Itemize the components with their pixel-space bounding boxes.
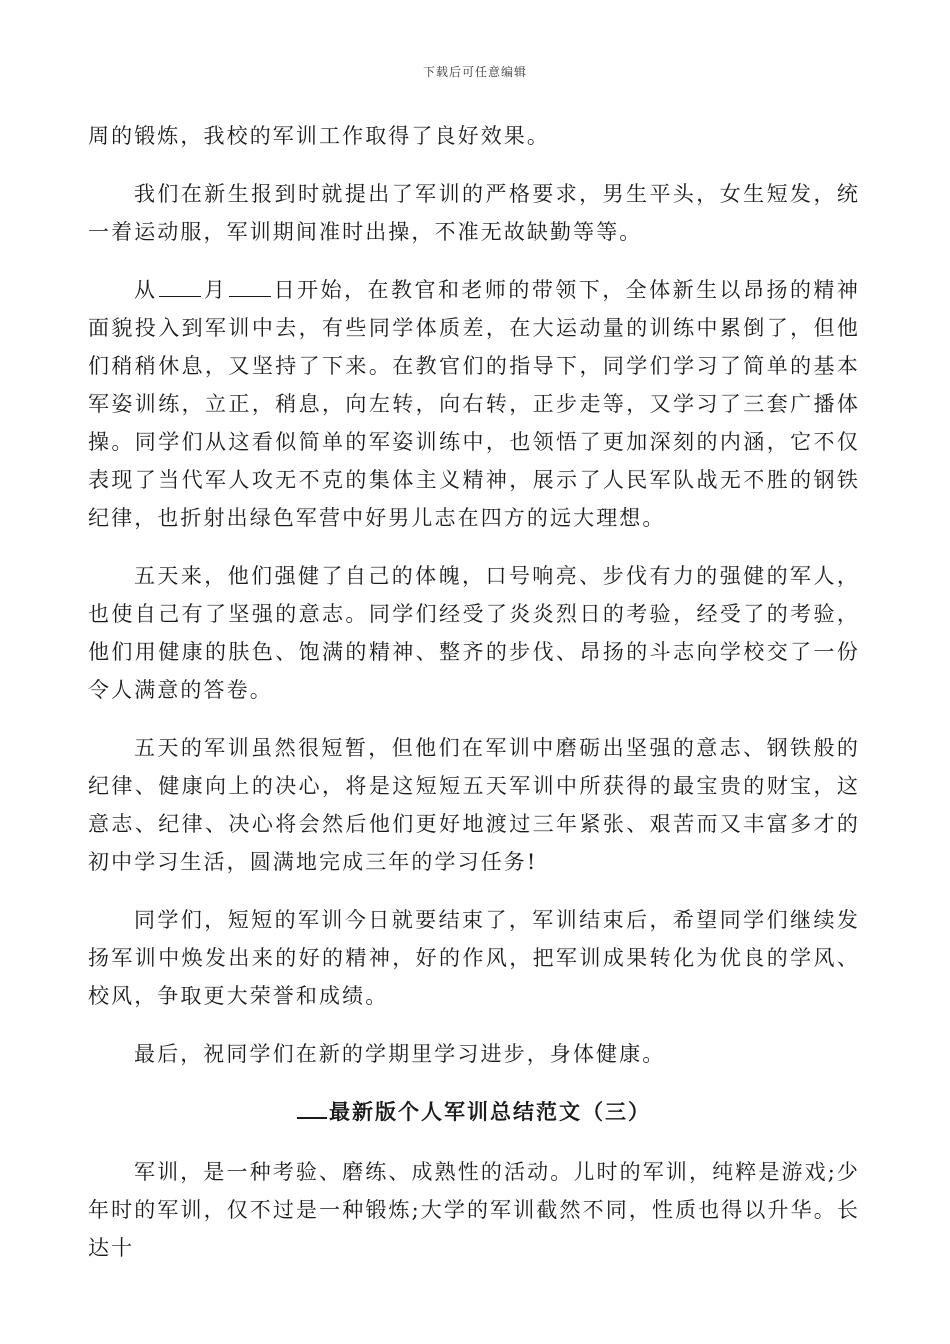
paragraph-short-training: 五天的军训虽然很短暂，但他们在军训中磨砺出坚强的意志、钢铁般的纪律、健康向上的决心，将是这短短五天军训中所获得的最宝贵的财宝，这意志、纪律、决心将会然后他们更好地渡过三年紧张、艰苦而又丰富多才的初中学习生活，圆满地完成三年的学习任务! <box>88 736 860 874</box>
section-heading <box>88 1093 860 1131</box>
paragraph-training-start <box>88 271 860 537</box>
text-month: 月 <box>203 278 228 302</box>
paragraph-continuation: 周的锻炼，我校的军训工作取得了良好效果。 <box>88 124 550 148</box>
paragraph-wishes: 最后，祝同学们在新的学期里学习进步，身体健康。 <box>134 1042 666 1066</box>
paragraph-essay-start: 军训，是一种考验、磨练、成熟性的活动。儿时的军训，纯粹是游戏;少年时的军训，仅不过是一种锻炼;大学的军训截然不同，性质也得以升华。长达十 <box>88 1160 860 1260</box>
paragraph-requirements: 我们在新生报到时就提出了军训的严格要求，男生平头，女生短发，统一着运动服，军训期间准时出操，不准无故缺勤等等。 <box>88 182 860 244</box>
heading-blank <box>297 1117 327 1119</box>
blank-month[interactable] <box>159 295 201 297</box>
text-training-body: 日开始，在教官和老师的带领下，全体新生以昂扬的精神面貌投入到军训中去，有些同学体质差，在大运动量的训练中累倒了，但他们稍稍休息，又坚持了下来。在教官们的指导下，同学们学习了简单的基本军姿训练，立正，稍息，向左转，向右转，正步走等，又学习了三套广播体操。同学们从这看似简单的军姿训练中，也领悟了更加深刻的内涵，它不仅表现了当代军人攻无不克的集体主义精神，展示了人民军队战无不胜的钢铁纪律，也折射出绿色军营中好男儿志在四方的远大理想。 <box>88 278 860 530</box>
text-from: 从 <box>134 278 158 302</box>
blank-day[interactable] <box>229 295 271 297</box>
document-body <box>88 117 860 1287</box>
page-header-note: 下载后可任意编辑 <box>422 65 527 79</box>
paragraph-ending: 同学们，短短的军训今日就要结束了，军训结束后，希望同学们继续发扬军训中焕发出来的好的精神，好的作风，把军训成果转化为优良的学风、校风，争取更大荣誉和成绩。 <box>88 908 860 1008</box>
paragraph-five-days: 五天来，他们强健了自己的体魄，口号响亮、步伐有力的强健的军人，也使自己有了坚强的意志。同学们经受了炎炎烈日的考验，经受了的考验，他们用健康的肤色、饱满的精神、整齐的步伐、昂扬的斗志向学校交了一份令人满意的答卷。 <box>88 564 860 702</box>
section-heading-text: 最新版个人军训总结范文（三） <box>329 1099 651 1124</box>
